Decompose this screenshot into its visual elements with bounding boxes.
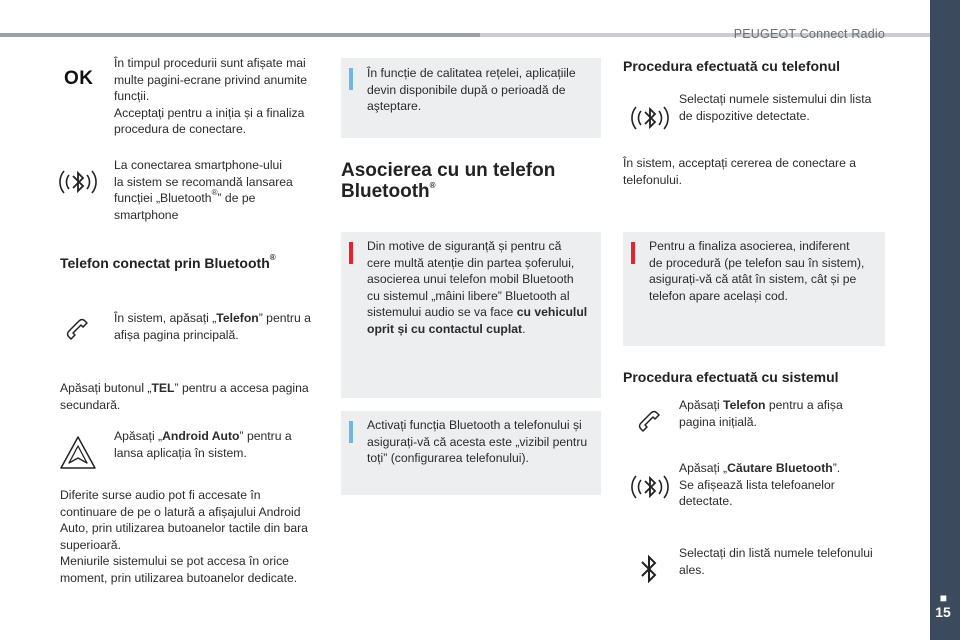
info-box-network-text: În funcție de calitatea rețelei, aplicațiile devin disponibile după o perioadă de aşteptare.	[367, 66, 576, 113]
section-title-text: Telefon conectat prin Bluetooth	[60, 255, 270, 271]
warning-bold-text: cu vehiculul oprit și cu contactul cuplat	[367, 305, 588, 336]
search-keyword: Căutare Bluetooth	[727, 461, 833, 475]
ok-instructions: În timpul procedurii sunt afișate mai multe pagini-ecrane privind anumite funcții. Acceptați pentru a iniția și a finaliza procedura de conectare.	[114, 56, 308, 136]
registered-mark: ®	[269, 253, 276, 263]
info-box-network	[341, 58, 601, 138]
page-heading-line1: Asocierea cu un telefon	[341, 160, 556, 181]
aa-text-post: ” pentru a lansa aplicația în sistem.	[114, 429, 292, 460]
warning-text: Din motive de siguranță și pentru că cere multă atenție din partea șoferului, asocierea unui telefon mobil Bluetooth cu sistemul „mâini libere” Bluetooth al sistemului audio se va face	[367, 239, 575, 319]
select-system-text: Selectați numele sistemului din lista de dispozitive detectate.	[679, 92, 872, 123]
phone-instructions	[114, 310, 324, 343]
press-phone-text	[679, 397, 889, 430]
info-box-activate	[341, 411, 601, 495]
section-title-phone-procedure: Procedura efectuată cu telefonul	[623, 58, 841, 74]
select-phone-text: Selectați din listă numele telefonului ales.	[679, 546, 873, 577]
search-text-post: ”. Se afișează lista telefoanelor detectate.	[679, 461, 841, 508]
phone-icon	[64, 316, 92, 344]
section-title-bluetooth-connected	[60, 254, 276, 272]
android-auto-instructions	[114, 428, 324, 461]
warning-marker-icon	[349, 242, 353, 264]
tel-text-post: ” pentru a accesa pagina secundară.	[60, 381, 309, 412]
ok-icon: OK	[64, 68, 94, 89]
warning-marker-icon	[631, 242, 635, 264]
bluetooth-search-text	[679, 460, 889, 510]
bluetooth-note-text: La conectarea smartphone-ului la sistem se recomandă lansarea funcției „Bluetooth	[114, 158, 293, 205]
page-marker: ■	[939, 591, 947, 605]
tel-instructions	[60, 380, 320, 413]
aa-text-pre: Apăsați „	[114, 429, 163, 443]
info-marker-icon	[349, 421, 353, 443]
info-marker-icon	[349, 68, 353, 90]
page-header-title: PEUGEOT Connect Radio	[733, 27, 885, 41]
info-box-activate-text: Activați funcția Bluetooth a telefonului și asigurați-vă că acesta este „vizibil pentru toți” (configurarea telefonului).	[367, 418, 588, 465]
audio-sources-text: Diferite surse audio pot fi accesate în continuare de pe o latură a afișajului Android Auto, prin utilizarea butoanelor tactile din bara superioară. Meniurile sistemului se pot accesa în orice moment, prin utilizarea butoanelor dedicate.	[60, 488, 308, 585]
aa-keyword: Android Auto	[162, 429, 240, 443]
press-keyword: Telefon	[723, 398, 766, 412]
warning-box-code	[623, 232, 885, 346]
registered-mark: ®	[211, 187, 218, 197]
warning-box-safety	[341, 232, 601, 398]
tel-text-pre: Apăsați butonul „	[60, 381, 152, 395]
page-sidebar	[930, 0, 960, 640]
search-text-pre: Apăsați „	[679, 461, 728, 475]
warning-box-code-text: Pentru a finaliza asocierea, indiferent de procedură (pe telefon sau în sistem), asigurați-vă că atât în sistem, cât și pe telefon apare același cod.	[649, 239, 865, 303]
phone-icon	[636, 408, 664, 436]
warning-text-end: .	[522, 321, 526, 336]
page-number: 15	[935, 604, 951, 620]
bluetooth-symbol-icon	[638, 552, 660, 586]
android-auto-icon	[58, 434, 98, 472]
bluetooth-search-icon	[628, 465, 672, 509]
press-text-post: pentru a afișa pagina inițială.	[679, 398, 843, 429]
section-title-system-procedure: Procedura efectuată cu sistemul	[623, 369, 839, 385]
bluetooth-note	[114, 157, 324, 223]
warning-box-safety-text	[367, 238, 591, 337]
phone-text-post: ” pentru a afișa pagina principală.	[114, 311, 311, 342]
registered-mark: ®	[429, 180, 436, 190]
press-text-pre: Apăsați	[679, 398, 724, 412]
phone-text-pre: În sistem, apăsați „	[114, 311, 217, 325]
phone-keyword: Telefon	[216, 311, 259, 325]
bluetooth-icon	[56, 160, 100, 204]
accept-request-text: În sistem, acceptați cererea de conectare a telefonului.	[623, 156, 857, 187]
top-rule-left	[0, 33, 480, 37]
bluetooth-icon	[628, 96, 672, 140]
page-heading-line2: Bluetooth	[341, 181, 430, 202]
tel-keyword: TEL	[151, 381, 175, 395]
page-heading	[341, 160, 555, 202]
bluetooth-note-end: ” de pe smartphone	[114, 191, 256, 222]
